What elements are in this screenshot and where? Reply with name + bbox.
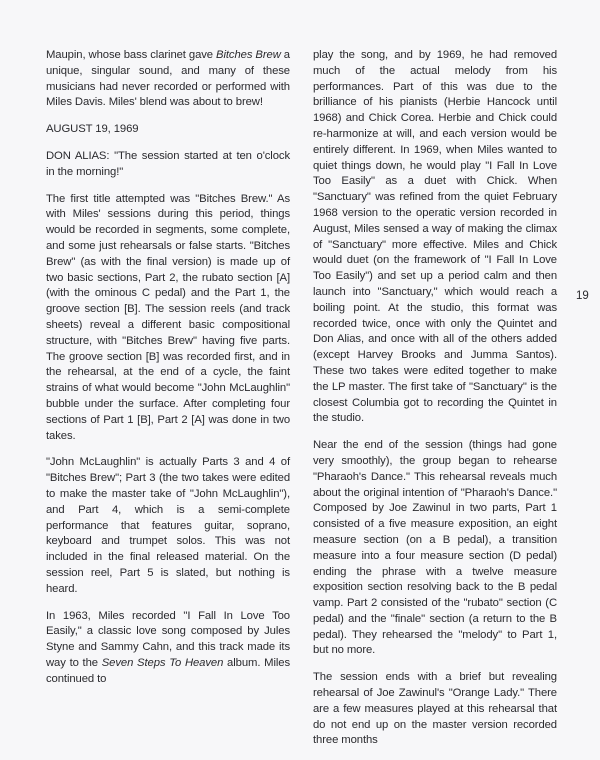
paragraph-1963: In 1963, Miles recorded "I Fall In Love Too Easily," a classic love song composed by Jules Styne and Sammy Cahn, and this track made its way to the Seven Steps To Heaven album. Miles continued to — [46, 609, 290, 685]
paragraph-don-alias-quote: DON ALIAS: "The session started at ten o'clock in the morning!" — [46, 149, 290, 178]
date-heading: AUGUST 19, 1969 — [46, 123, 139, 136]
paragraph-john-mclaughlin: "John McLaughlin" is actually Parts 3 and 4 of "Bitches Brew"; Part 3 (the two takes were edited to make the master take of "John McLaughlin"), and Part 4, which is a semi-complete performance that features guitar, soprano, keyboard and trumpet solos. This was not included in the final released material. On the session reel, Part 5 is slated, but nothing is heard. — [46, 456, 290, 595]
left-column — [46, 48, 290, 698]
page-number: 19 — [576, 290, 589, 302]
album-title: Seven Steps To Heaven — [101, 656, 224, 669]
paragraph-orange-lady: The session ends with a brief but revealing rehearsal of Joe Zawinul's "Orange Lady." There are a few measures played at this rehearsal that do not end up on the master version recorded three months — [313, 671, 557, 747]
paragraph-bitches-brew: The first title attempted was "Bitches Brew." As with Miles' sessions during this period, things would be recorded in segments, some complete, and some just rehearsals or false starts. "Bitches Brew" (as with the final version) is made up of two basic sections, Part 2, the rubato section [A] (with the ominous C pedal) and the Part 1, the groove section [B]. The session reels (and track sheets) reveal a different basic compositional structure, with "Bitches Brew" having five parts. The groove section [B] was recorded first, and in the rehearsal, at the end of a cycle, the faint strains of what would become "John McLaughlin" bubble under the surface. After completing four sections of Part 1 [B], Part 2 [A] was done in two takes. — [46, 192, 290, 442]
right-column — [313, 48, 557, 760]
paragraph-sanctuary: play the song, and by 1969, he had removed much of the actual melody from his performances. Part of this was due to the brilliance of his pianists (Herbie Hancock until 1968) and Chick Corea. Herbie and Chick could re-harmonize at will, and each version would be entirely different. In 1969, when Miles wanted to quiet things down, he would play "I Fall In Love Too Easily" as a duet with Chick. When "Sanctuary" was refined from the quiet February 1968 version to the operatic version recorded in August, Miles sensed a way of making the climax of "Sanctuary" more effective. Miles and Chick would duet (on the framework of "I Fall In Love Too Easily") and set up a period calm and then launch into "Sanctuary," which would reach a boiling point. At the studio, this format was recorded twice, once with only the Quintet and Don Alias, and once with all of the others added (except Harvey Brooks and Jumma Santos). These two takes were edited together to make the LP master. The first take of "Sanctuary" is the closest Columbia got to recording the Quintet in the studio. — [313, 49, 557, 425]
album-title: Bitches Brew — [216, 49, 281, 61]
paragraph-maupin: Maupin, whose bass clarinet gave Bitches Brew a unique, singular sound, and many of these musicians had never recorded or performed with Miles Davis. Miles' blend was about to brew! — [46, 49, 290, 109]
paragraph-pharaohs-dance: Near the end of the session (things had gone very smoothly), the group began to rehearse "Pharaoh's Dance." This rehearsal reveals much about the original intention of "Pharaoh's Dance." Composed by Joe Zawinul in two parts, Part 1 consisted of a five measure exposition, an eight measure section (on a B pedal), a transition measure into a four measure section (D pedal) ending the phrase with a twelve measure exposition section resolving back to the B pedal vamp. Part 2 consisted of the "rubato" section (C pedal) and the "finale" section (a return to the B pedal). They rehearsed the "melody" to Part 1, but no more. — [313, 439, 557, 657]
